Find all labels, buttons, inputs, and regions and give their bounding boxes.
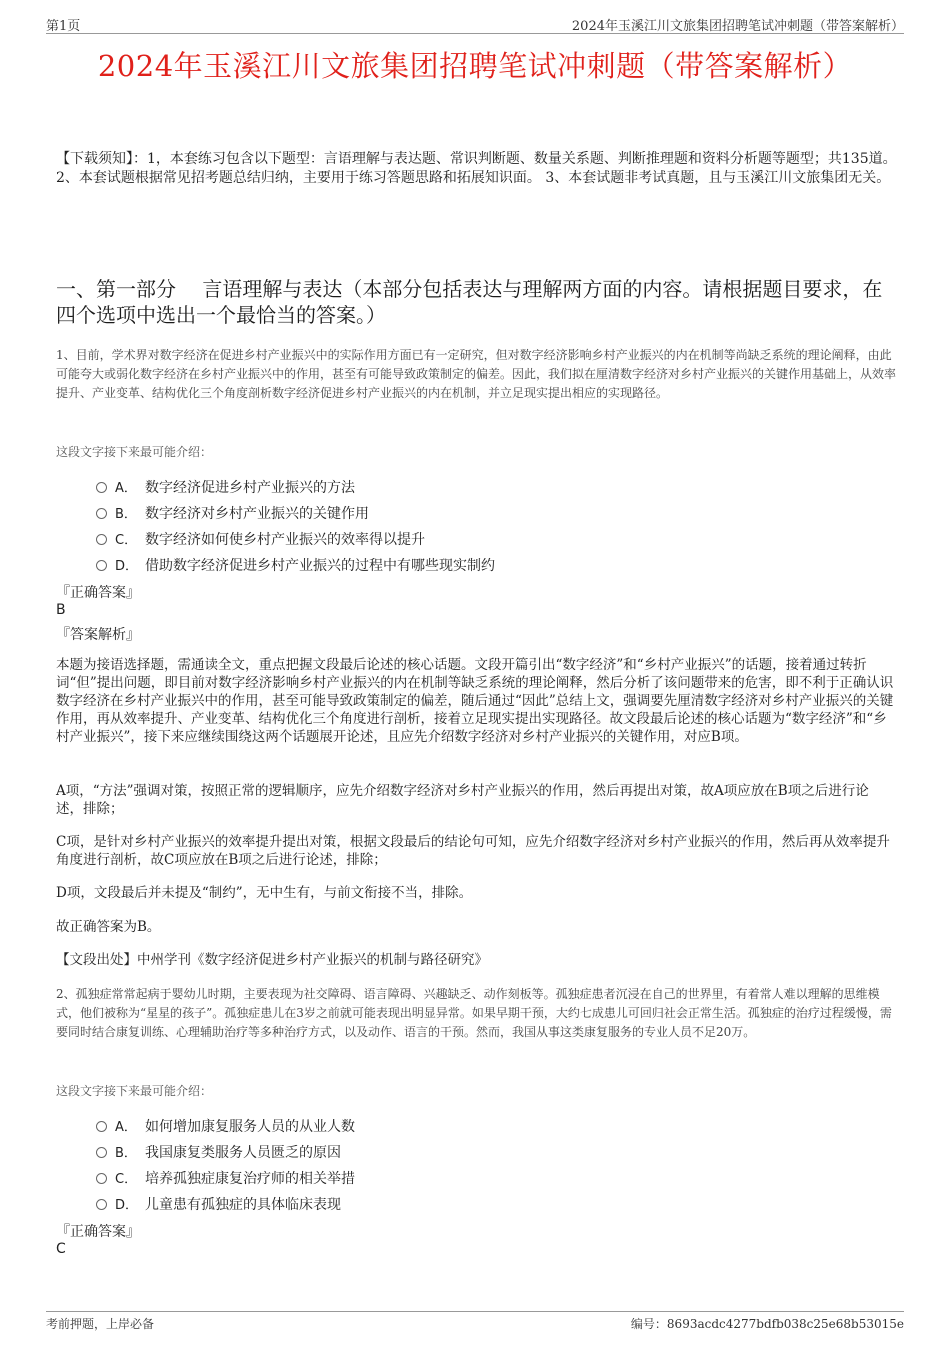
- radio-icon[interactable]: [96, 560, 107, 571]
- page-number: 第1页: [46, 19, 81, 34]
- q1-analysis-conclusion: 故正确答案为B。: [56, 919, 161, 935]
- q1-answer-label: 『正确答案』: [56, 585, 140, 601]
- q1-prompt: 这段文字接下来最可能介绍：: [56, 445, 213, 459]
- q1-analysis-c: C项，是针对乡村产业振兴的效率提升提出对策，根据文段最后的结论句可知，应先介绍数字经济对乡村产业振兴的作用，然后再从效率提升角度进行剖析，故C项应放在B项之后进行论述，排除；: [56, 834, 890, 868]
- footer-divider: [46, 1311, 904, 1312]
- footer-slogan: 考前押题，上岸必备: [46, 1317, 155, 1331]
- section-heading: 一、第一部分 言语理解与表达（本部分包括表达与理解两方面的内容。请根据题目要求，在四个选项中选出一个最恰当的答案。）: [56, 277, 883, 327]
- q1-option-a[interactable]: A． 数字经济促进乡村产业振兴的方法: [96, 477, 355, 497]
- q1-stem: 1、目前，学术界对数字经济在促进乡村产业振兴中的实际作用方面已有一定研究，但对数字经济影响乡村产业振兴的内在机制等尚缺乏系统的理论阐释，由此可能夸大或弱化数字经济在乡村产业振兴中的作用，甚至有可能导致政策制定的偏差。因此，我们拟在厘清数字经济对乡村产业振兴的关键作用基础上，从效率提升、产业变革、结构优化三个角度剖析数字经济促进乡村产业振兴的内在机制，并立足现实提出相应的实现路径。: [56, 348, 897, 400]
- q2-stem: 2、孤独症常常起病于婴幼儿时期，主要表现为社交障碍、语言障碍、兴趣缺乏、动作刻板等。孤独症患者沉浸在自己的世界里，有着常人难以理解的思维模式，他们被称为“星星的孩子”。孤独症患儿在3岁之前就可能表现出明显异常。如果早期干预，大约七成患儿可回归社会正常生活。孤独症的治疗过程缓慢，需要同时结合康复训练、心理辅助治疗等多种治疗方式，以及动作、语言的干预。然而，我国从事这类康复服务的专业人员不足20万。: [56, 987, 892, 1039]
- q1-source: 【文段出处】中州学刊《数字经济促进乡村产业振兴的机制与路径研究》: [56, 952, 488, 968]
- q2-answer-label: 『正确答案』: [56, 1224, 140, 1240]
- q1-option-c[interactable]: C． 数字经济如何使乡村产业振兴的效率得以提升: [96, 529, 425, 549]
- header-doc-title: 2024年玉溪江川文旅集团招聘笔试冲刺题（带答案解析）: [571, 19, 904, 34]
- q1-analysis-main: 本题为接语选择题，需通读全文，重点把握文段最后论述的核心话题。文段开篇引出“数字经济”和“乡村产业振兴”的话题，接着通过转折词“但”提出问题，即目前对数字经济影响乡村产业振兴的内在机制等缺乏系统的理论阐释，然后分析了该问题带来的危害，即不利于正确认识数字经济在乡村产业振兴中的作用，甚至可能导致政策制定的偏差，随后通过“因此”总结上文，强调要先厘清数字经济对乡村产业振兴的关键作用，再从效率提升、产业变革、结构优化三个角度进行剖析，接着立足现实提出实现路径。故文段最后论述的核心话题为“数字经济”和“乡村产业振兴”，接下来应继续围绕这两个话题展开论述，且应先介绍数字经济对乡村产业振兴的关键作用，对应B项。: [56, 657, 894, 745]
- q2-option-b[interactable]: B． 我国康复类服务人员匮乏的原因: [96, 1142, 341, 1162]
- q1-option-b[interactable]: B． 数字经济对乡村产业振兴的关键作用: [96, 503, 369, 523]
- radio-icon[interactable]: [96, 534, 107, 545]
- q1-analysis-label: 『答案解析』: [56, 627, 140, 643]
- header-divider: [46, 33, 904, 34]
- footer-doc-id: 编号：8693acdc4277bdfb038c25e68b53015e: [630, 1317, 904, 1331]
- q2-answer: C: [56, 1241, 66, 1257]
- radio-icon[interactable]: [96, 1147, 107, 1158]
- q2-option-a[interactable]: A． 如何增加康复服务人员的从业人数: [96, 1116, 355, 1136]
- q1-option-d[interactable]: D． 借助数字经济促进乡村产业振兴的过程中有哪些现实制约: [96, 555, 495, 575]
- radio-icon[interactable]: [96, 508, 107, 519]
- radio-icon[interactable]: [96, 1199, 107, 1210]
- q1-analysis-a: A项，“方法”强调对策，按照正常的逻辑顺序，应先介绍数字经济对乡村产业振兴的作用，然后再提出对策，故A项应放在B项之后进行论述，排除；: [56, 783, 869, 817]
- document-title: 2024年玉溪江川文旅集团招聘笔试冲刺题（带答案解析）: [97, 49, 853, 83]
- q2-option-c[interactable]: C． 培养孤独症康复治疗师的相关举措: [96, 1168, 355, 1188]
- q1-analysis-d: D项，文段最后并未提及“制约”，无中生有，与前文衔接不当，排除。: [56, 885, 473, 901]
- radio-icon[interactable]: [96, 1173, 107, 1184]
- q2-option-d[interactable]: D． 儿童患有孤独症的具体临床表现: [96, 1194, 341, 1214]
- download-notice: 【下载须知】：1，本套练习包含以下题型：言语理解与表达题、常识判断题、数量关系题、判断推理题和资料分析题等题型；共135道。 2、本套试题根据常见招考题总结归纳，主要用于练习答题思路和拓展知识面。 3、本套试题非考试真题，且与玉溪江川文旅集团无关。: [56, 151, 897, 186]
- radio-icon[interactable]: [96, 1121, 107, 1132]
- radio-icon[interactable]: [96, 482, 107, 493]
- q1-answer: B: [56, 602, 66, 618]
- q2-prompt: 这段文字接下来最可能介绍：: [56, 1084, 213, 1098]
